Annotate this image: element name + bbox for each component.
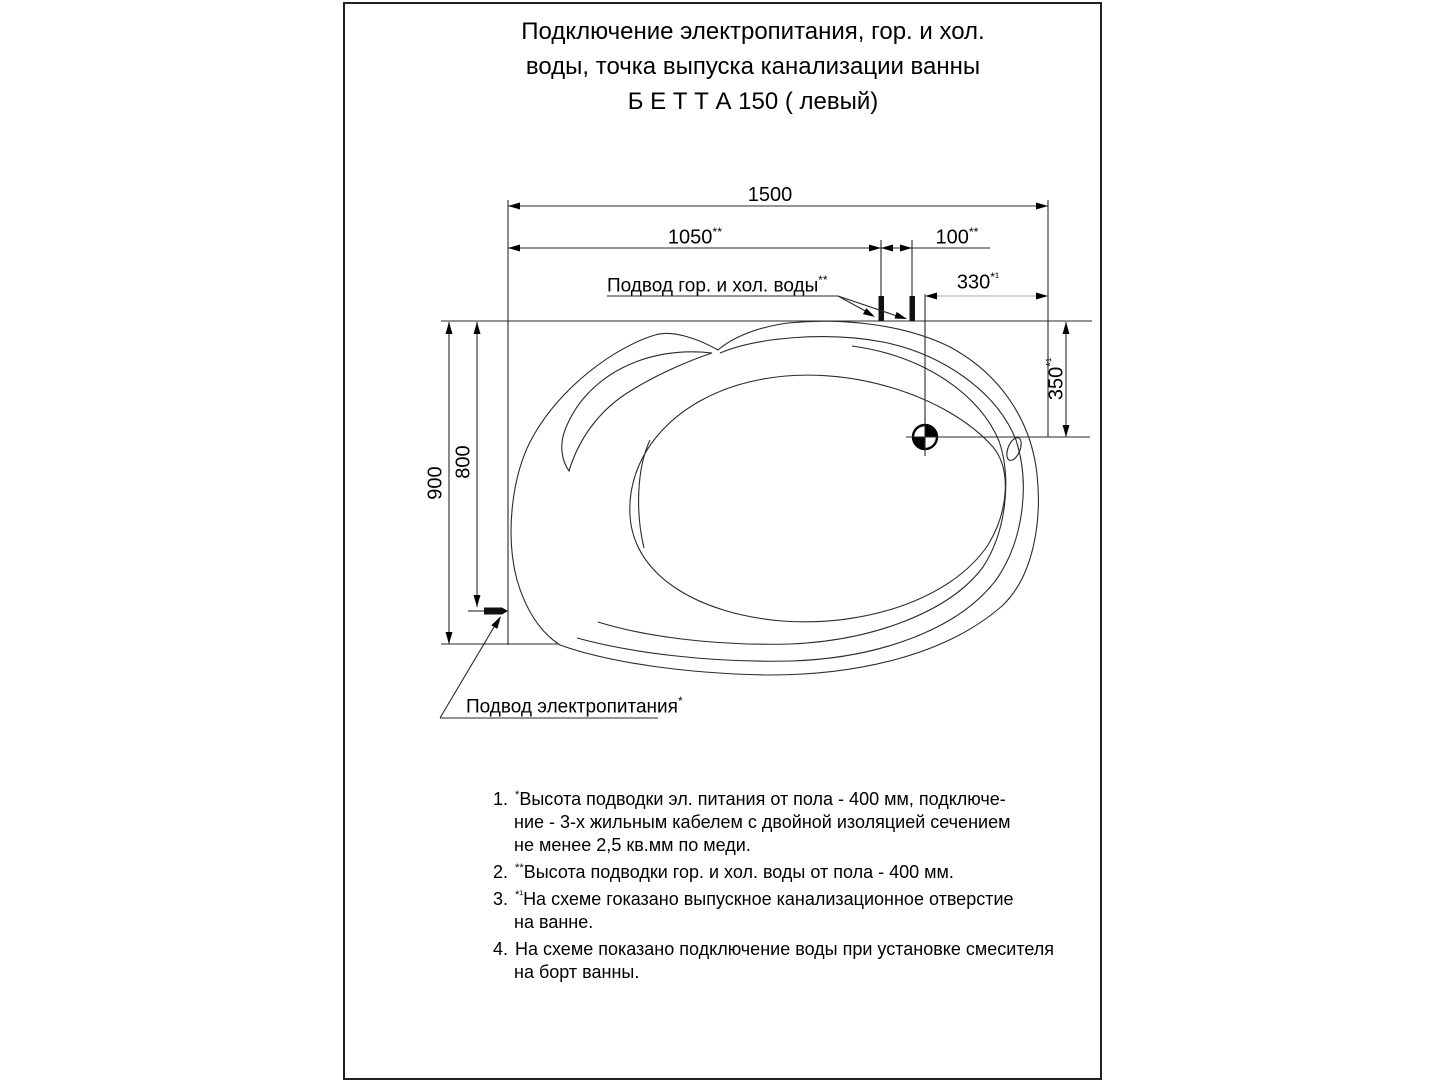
water-supply-callout (607, 274, 827, 297)
callout-leaders (440, 296, 900, 718)
note-marker: ** (515, 862, 524, 874)
dim-value-330: 330 (956, 271, 991, 294)
dim-label-900 (425, 466, 448, 499)
tub-rim-line-3 (598, 346, 1006, 644)
dim-value-800: 800 (452, 445, 475, 479)
title-line-1: Подключение электропитания, гор. и хол. (521, 18, 985, 45)
tub-bowl (630, 375, 1006, 622)
boundary-lines (441, 200, 1092, 645)
dim-value-1500: 1500 (747, 184, 793, 206)
dim-value-1050: 1050 (667, 226, 713, 249)
tub-bowl-edge (639, 440, 650, 548)
dim-label-100 (935, 225, 978, 250)
dimension-arrowheads (446, 203, 1070, 645)
water-supply-sup: ** (818, 274, 828, 287)
note-item (493, 934, 1058, 984)
power-supply-callout (466, 695, 683, 718)
note-number: 4. (493, 939, 509, 959)
water-supply-text: Подвод гор. и хол. воды (607, 275, 819, 297)
hot-water-pipe-mark (879, 296, 885, 321)
title-line-3: Б Е Т Т А 150 ( левый) (627, 88, 879, 115)
title-line-2: воды, точка выпуска канализации ванны (525, 53, 981, 80)
note-number: 2. (493, 862, 509, 882)
note-text: Высота подводки гор. и хол. воды от пола - 400 мм. (523, 862, 954, 882)
note-item (493, 884, 1058, 934)
leader-arrowheads (491, 308, 907, 629)
tub-rim-line-2 (577, 337, 1023, 662)
note-text: Высота подводки эл. питания от пола - 400 мм, подключе- (519, 789, 1006, 809)
note-text: ние - 3-х жильным кабелем с двойной изоляцией сечением (514, 812, 1011, 832)
note-text: не менее 2,5 кв.мм по меди. (514, 835, 751, 855)
tub-outer-rim (511, 321, 1038, 675)
note-number: 1. (493, 789, 509, 809)
dim-label-1500 (748, 184, 793, 207)
notes-list (493, 784, 1058, 984)
dim-label-1050 (668, 225, 722, 250)
note-text: На схеме показано подключение воды при установке смесителя (515, 939, 1055, 959)
bathtub-outline (511, 321, 1038, 675)
note-text: на борт ванны. (514, 962, 640, 982)
note-item (493, 857, 1058, 884)
power-supply-sup: * (677, 695, 683, 708)
power-connection-mark (484, 608, 508, 615)
note-item (493, 784, 1058, 857)
dim-label-350 (1044, 358, 1069, 400)
dim-value-100: 100 (935, 226, 969, 249)
note-number: 3. (493, 889, 509, 909)
headrest-crescent (562, 352, 712, 471)
dim-label-800 (453, 445, 476, 478)
cold-water-pipe-mark (910, 296, 916, 321)
note-text: На схеме гоказано выпускное канализационное отверстие (523, 889, 1014, 909)
dim-sup-1050: ** (712, 225, 723, 239)
power-supply-text: Подвод электропитания (466, 696, 678, 718)
dim-sup-350: *¹ (1043, 357, 1058, 367)
dim-label-330 (957, 270, 999, 295)
dim-sup-100: ** (968, 225, 979, 239)
dim-value-900: 900 (424, 466, 447, 500)
drain-symbol (906, 418, 944, 456)
dim-sup-330: *¹ (990, 270, 1000, 284)
note-text: на ванне. (514, 912, 594, 932)
note-marker: * (515, 789, 520, 801)
note-marker: *¹ (515, 889, 524, 901)
dim-value-350: 350 (1045, 366, 1068, 401)
